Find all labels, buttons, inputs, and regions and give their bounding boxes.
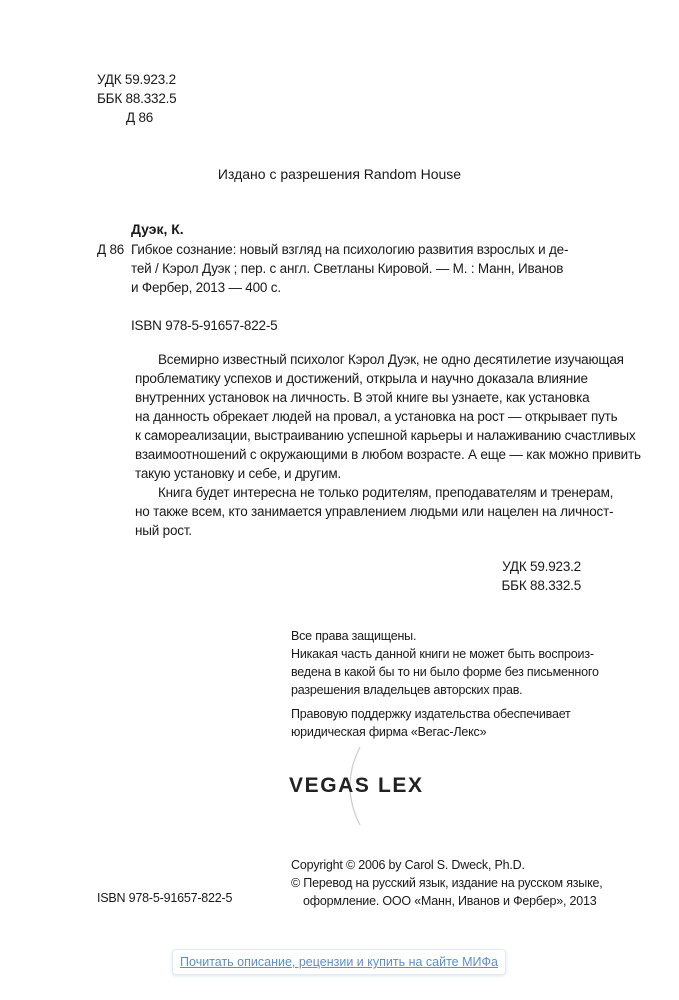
- annotation-line: но также всем, кто занимается управлением людьми или нацелен на личност-: [135, 504, 614, 519]
- legal-support-line: Правовую поддержку издательства обеспечивает: [291, 707, 571, 721]
- annotation-line: проблематику успехов и достижений, открыла и научно доказала влияние: [135, 371, 588, 386]
- catalog-description-line: и Фербер, 2013 — 400 с.: [131, 280, 281, 295]
- author-mark-top: Д 86: [126, 110, 154, 125]
- catalog-description-line: тей / Кэрол Дуэк ; пер. с англ. Светланы Кировой. — М. : Манн, Иванов: [131, 261, 564, 276]
- bbk-code-top: ББК 88.332.5: [97, 91, 177, 106]
- annotation-line: к самореализации, выстраиванию успешной карьеры и налаживанию счастливых: [135, 428, 636, 443]
- rights-notice: [291, 627, 599, 699]
- annotation-line: ный рост.: [135, 523, 192, 538]
- annotation-line: взаимоотношений с окружающими в любом возрасте. А еще — как можно привить: [135, 447, 641, 462]
- annotation-line: Книга будет интересна не только родителям, преподавателям и тренерам,: [158, 485, 614, 500]
- udk-code-top: УДК 59.923.2: [97, 72, 176, 87]
- catalog-isbn: ISBN 978-5-91657-822-5: [131, 318, 278, 333]
- legal-support-line: юридическая фирма «Вегас-Лекс»: [291, 725, 487, 739]
- vegas-lex-logo: VEGAS LEX: [289, 774, 424, 797]
- rights-line: разрешения владельцев авторских прав.: [291, 683, 523, 697]
- rights-line: Никакая часть данной книги не может быть воспроиз-: [291, 647, 594, 661]
- copyright-line: © Перевод на русский язык, издание на русском языке,: [291, 876, 603, 890]
- legal-support-notice: [291, 705, 571, 741]
- catalog-description: [131, 240, 568, 297]
- miff-store-link[interactable]: Почитать описание, рецензии и купить на сайте МИФа: [172, 949, 506, 975]
- permission-note: Издано с разрешения Random House: [217, 166, 462, 182]
- catalog-author: Дуэк, К.: [131, 221, 184, 237]
- rights-line: Все права защищены.: [291, 629, 417, 643]
- annotation: [135, 350, 641, 540]
- copyright-line: Copyright © 2006 by Carol S. Dweck, Ph.D.: [291, 858, 525, 872]
- isbn-bottom: ISBN 978-5-91657-822-5: [97, 891, 233, 905]
- annotation-line: внутренних установок на личность. В этой книге вы узнаете, как установка: [135, 390, 590, 405]
- annotation-line: такую установку и себе, и другим.: [135, 466, 341, 481]
- catalog-author-mark: Д 86: [97, 242, 125, 257]
- catalog-description-line: Гибкое сознание: новый взгляд на психологию развития взрослых и де-: [131, 242, 569, 257]
- annotation-line: на данность обрекает людей на провал, а установка на рост — открывает путь: [135, 409, 618, 424]
- copyright-line: оформление. ООО «Манн, Иванов и Фербер», 2013: [303, 894, 597, 908]
- rights-line: ведена в какой бы то ни было форме без письменного: [291, 665, 599, 679]
- copyright-notice: [291, 856, 603, 910]
- udk-code-bottom: УДК 59.923.2: [502, 559, 581, 574]
- annotation-line: Всемирно известный психолог Кэрол Дуэк, не одно десятилетие изучающая: [158, 352, 624, 367]
- bbk-code-bottom: ББК 88.332.5: [501, 578, 581, 593]
